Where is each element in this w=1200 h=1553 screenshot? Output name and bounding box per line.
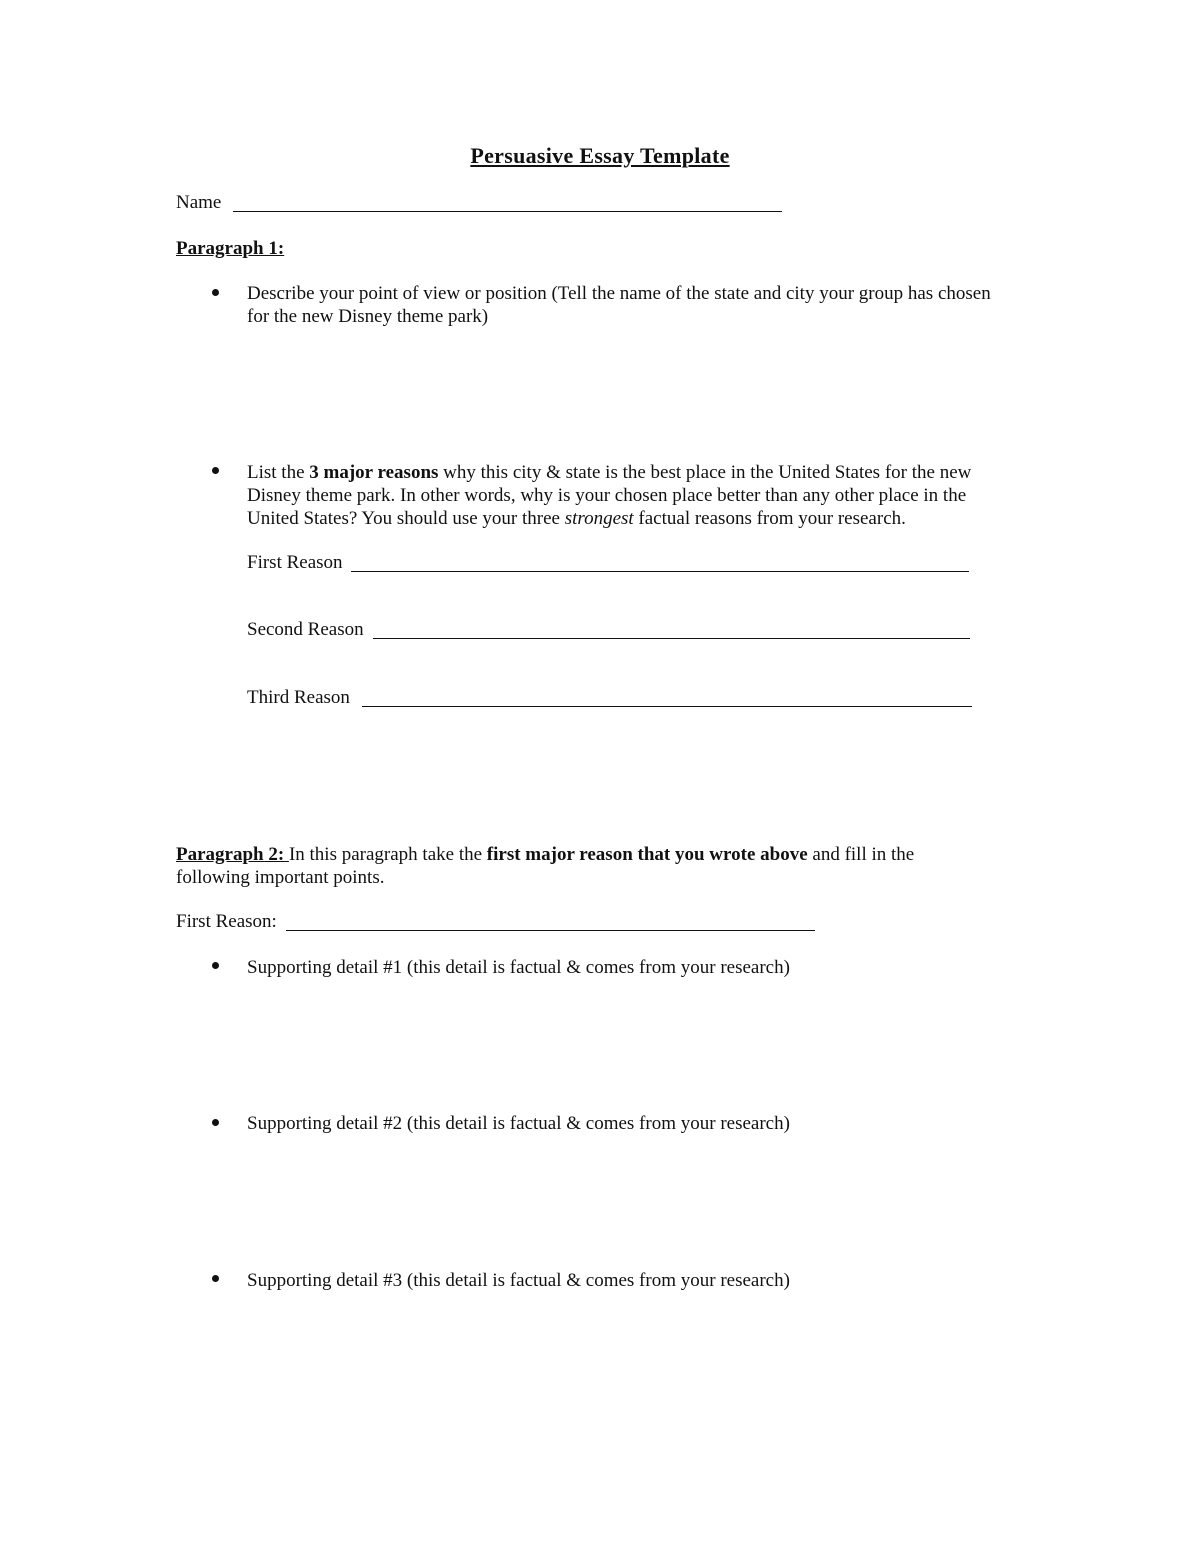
- bullet-icon: [212, 289, 219, 296]
- paragraph-1-heading: Paragraph 1:: [176, 238, 285, 259]
- name-field[interactable]: [233, 211, 782, 212]
- first-reason-label: First Reason: [247, 552, 343, 573]
- paragraph-2-intro-suffix: and fill in the: [807, 844, 915, 865]
- supporting-detail-2: Supporting detail #2 (this detail is factual & comes from your research): [247, 1113, 790, 1134]
- paragraph-2-intro-bold: first major reason that you wrote above: [486, 844, 808, 865]
- bullet-2-bold: 3 major reasons: [309, 462, 439, 483]
- bullet-icon: [212, 1275, 219, 1282]
- p2-first-reason-field[interactable]: [286, 930, 815, 931]
- bullet-2-prefix: List the: [247, 462, 310, 483]
- paragraph-2-intro-prefix: In this paragraph take the: [288, 844, 487, 865]
- second-reason-field[interactable]: [373, 638, 970, 639]
- bullet-2-line-2: Disney theme park. In other words, why is your chosen place better than any other place in the: [247, 485, 967, 506]
- name-label: Name: [176, 192, 222, 213]
- bullet-icon: [212, 962, 219, 969]
- bullet-2-line-3-suffix: factual reasons from your research.: [633, 508, 906, 529]
- supporting-detail-3: Supporting detail #3 (this detail is factual & comes from your research): [247, 1270, 790, 1291]
- bullet-icon: [212, 467, 219, 474]
- third-reason-field[interactable]: [362, 706, 972, 707]
- bullet-2-line-3-prefix: United States? You should use your three: [247, 508, 565, 529]
- bullet-2-suffix: why this city & state is the best place in the United States for the new: [438, 462, 972, 483]
- bullet-1-line-1: Describe your point of view or position (Tell the name of the state and city your group has chosen: [247, 283, 991, 304]
- paragraph-2-intro: [176, 843, 914, 866]
- bullet-2-italic: strongest: [564, 508, 634, 529]
- first-reason-field[interactable]: [351, 571, 969, 572]
- bullet-icon: [212, 1119, 219, 1126]
- paragraph-2-intro-line-2: following important points.: [176, 867, 385, 888]
- bullet-2-line-1: [247, 461, 971, 484]
- supporting-detail-1: Supporting detail #1 (this detail is factual & comes from your research): [247, 957, 790, 978]
- page-title: Persuasive Essay Template: [470, 143, 730, 168]
- second-reason-label: Second Reason: [247, 619, 364, 640]
- p2-first-reason-label: First Reason:: [176, 911, 277, 932]
- bullet-2-line-3: [247, 507, 906, 530]
- paragraph-2-heading: Paragraph 2:: [176, 844, 289, 865]
- bullet-1-line-2: for the new Disney theme park): [247, 306, 489, 327]
- third-reason-label: Third Reason: [247, 687, 350, 708]
